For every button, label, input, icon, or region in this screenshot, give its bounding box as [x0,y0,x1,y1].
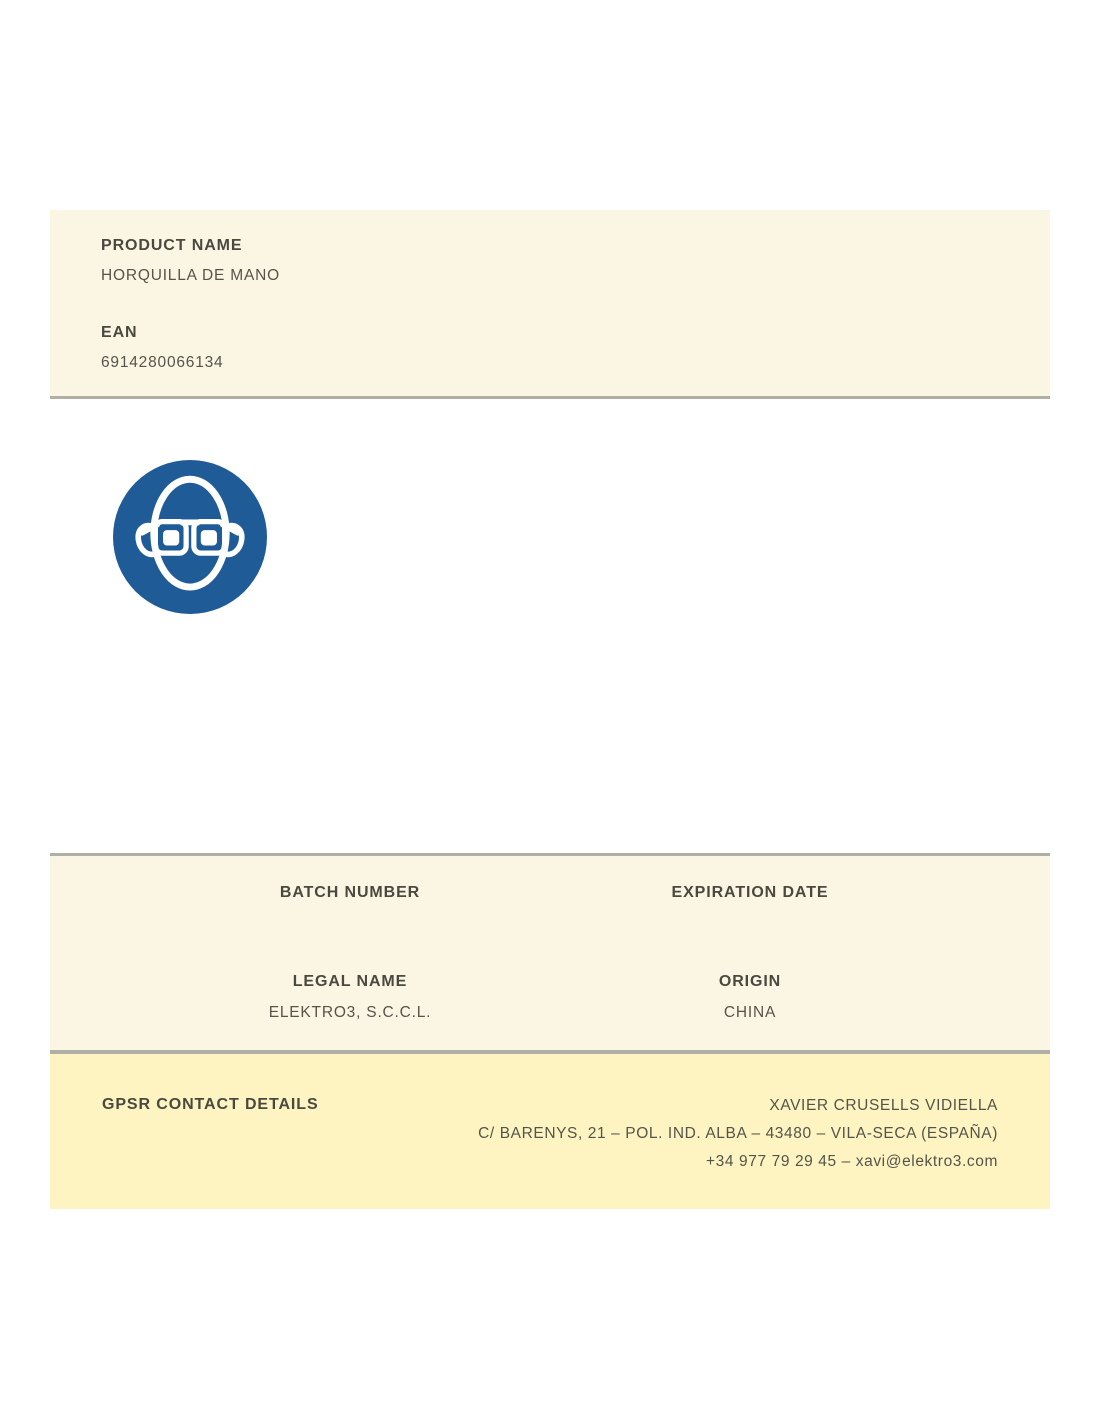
batch-number-label: BATCH NUMBER [279,884,421,901]
legal-name-value: ELEKTRO3, S.C.C.L. [268,1004,432,1021]
legal-name-label: LEGAL NAME [292,973,408,990]
batch-number-field [150,884,550,915]
gpsr-contact-label: GPSR CONTACT DETAILS [102,1096,319,1113]
product-info-section [50,210,1050,399]
contact-name: XAVIER CRUSELLS VIDIELLA [769,1097,998,1114]
legal-origin-row [150,973,950,1022]
batch-info-section [50,853,1050,1050]
ean-value: 6914280066134 [101,354,224,371]
product-name-label: PRODUCT NAME [101,237,243,254]
ean-field [101,324,1050,372]
product-name-field [101,237,1050,285]
ean-label: EAN [101,324,138,341]
contact-address: C/ BARENYS, 21 – POL. IND. ALBA – 43480 – VILA-SECA (ESPAÑA) [478,1125,998,1142]
batch-expiration-row [150,884,950,915]
eye-protection-icon [113,460,267,614]
product-name-value: HORQUILLA DE MANO [101,267,280,284]
origin-label: ORIGIN [718,973,782,990]
expiration-date-label: EXPIRATION DATE [671,884,829,901]
origin-value: CHINA [723,1004,777,1021]
gpsr-contact-section [50,1050,1050,1209]
legal-name-field [150,973,550,1022]
origin-field [550,973,950,1022]
contact-phone-email: +34 977 79 29 45 – xavi@elektro3.com [706,1153,998,1170]
expiration-date-field [550,884,950,915]
gpsr-contact-block [478,1092,998,1176]
